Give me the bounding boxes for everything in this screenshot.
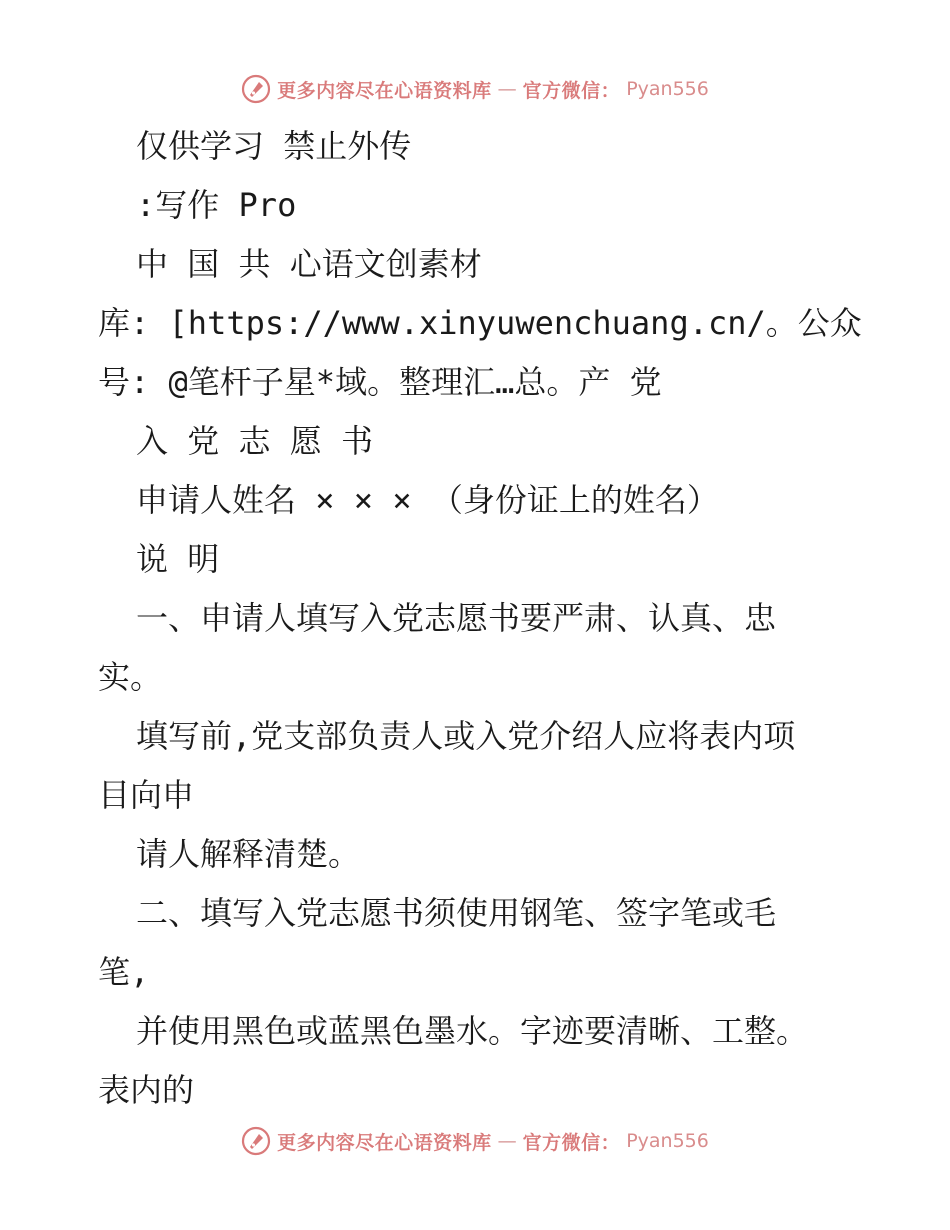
doc-title-application: 入 党 志 愿 书: [136, 422, 374, 460]
doc-line-zhongguo-gong: 中 国 共 心语文创素材: [136, 245, 482, 283]
doc-line-rule-1c: 填写前,党支部负责人或入党介绍人应将表内项: [136, 717, 796, 755]
doc-line-rule-2b: 笔,: [98, 953, 150, 991]
doc-line-applicant-name: 申请人姓名 × × × （身份证上的姓名）: [136, 481, 719, 519]
doc-line-rule-1e: 请人解释清楚。: [136, 835, 361, 873]
doc-line-rule-1d: 目向申: [98, 776, 195, 814]
watermark-wechat-id: Pyan556: [626, 1130, 709, 1152]
doc-line-writing-pro: :写作 Pro: [136, 186, 297, 224]
watermark-wechat-label: 官方微信：: [522, 79, 621, 102]
doc-line-rule-1b: 实。: [98, 658, 163, 696]
doc-line-rule-2a: 二、填写入党志愿书须使用钢笔、签字笔或毛: [136, 894, 777, 932]
doc-line-study-only: 仅供学习 禁止外传: [136, 127, 412, 165]
pen-nib-logo-icon: [241, 74, 271, 104]
pen-nib-logo-icon: [241, 1126, 271, 1156]
doc-line-rule-2d: 表内的: [98, 1071, 195, 1109]
doc-line-library-url: 库: [https://www.xinyuwenchuang.cn/。公众: [98, 304, 862, 342]
watermark-header: [0, 72, 950, 106]
doc-line-public-account: 号: @笔杆子星*域。整理汇…总。产 党: [98, 363, 662, 401]
watermark-footer: [0, 1124, 950, 1158]
watermark-wechat-label: 官方微信：: [522, 1131, 621, 1154]
doc-line-rule-2c: 并使用黑色或蓝黑色墨水。字迹要清晰、工整。: [136, 1012, 809, 1050]
watermark-separator: —: [497, 1130, 517, 1152]
doc-heading-instructions: 说 明: [136, 540, 220, 578]
watermark-separator: —: [497, 78, 517, 100]
doc-line-rule-1a: 一、申请人填写入党志愿书要严肃、认真、忠: [136, 599, 777, 637]
watermark-wechat-id: Pyan556: [626, 78, 709, 100]
watermark-main-text: 更多内容尽在心语资料库: [277, 79, 492, 102]
watermark-main-text: 更多内容尽在心语资料库: [277, 1131, 492, 1154]
